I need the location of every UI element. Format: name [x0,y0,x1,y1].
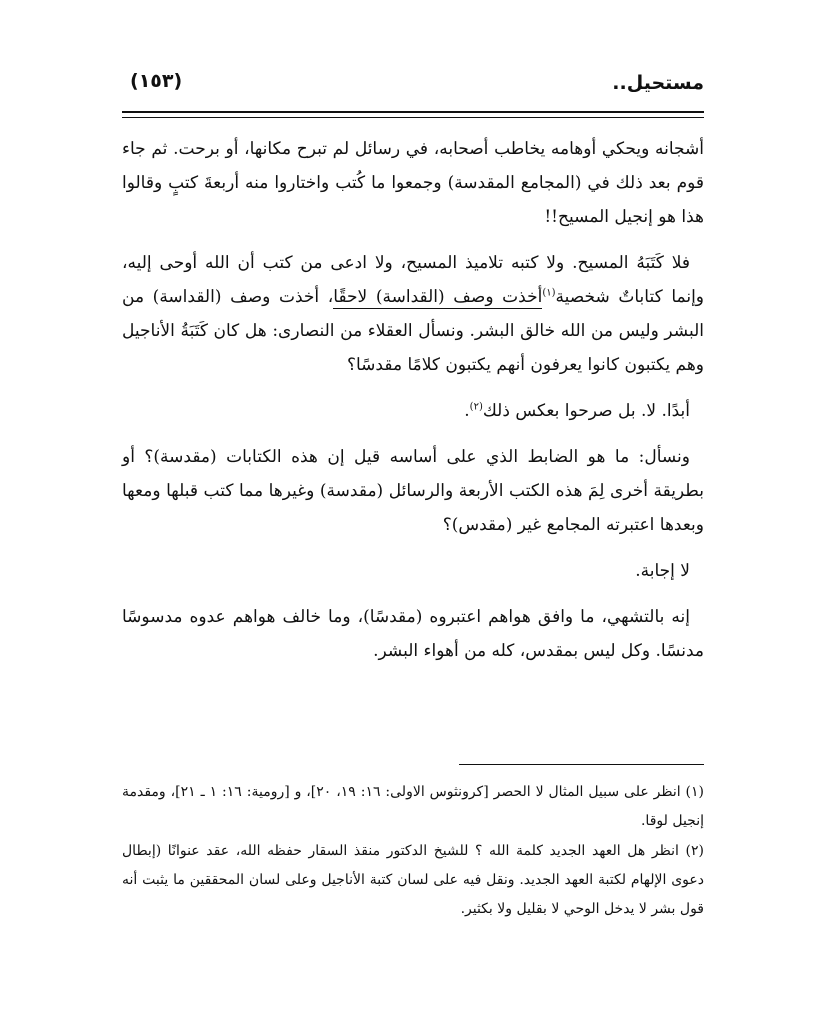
paragraph-2 [122,246,704,382]
paragraph-2-start: فلا كَتَبَهُ المسيح. ولا كتبه تلاميذ المسيح، ولا ادعى من كتب أن الله أوحى إليه، وإنما كتاباتٌ شخصية [122,253,704,307]
paragraph-3 [122,394,704,428]
paragraph-2-end: ، أخذت وصف (القداسة) من البشر وليس من الله خالق البشر. ونسأل العقلاء من النصارى: هل كان كَتَبَةُ الأناجيل وهم يكتبون كانوا يعرفون أنهم يكتبون كلامًا مقدسًا؟ [122,287,704,375]
paragraph-1: أشجانه ويحكي أوهامه يخاطب أصحابه، في رسائل لم تبرح مكانها، أو برحت. ثم جاء قوم بعد ذلك في (المجامع المقدسة) وجمعوا ما كُتب واختاروا منه أربعةَ كتبٍ وقالوا هذا هو إنجيل المسيح!! [122,139,704,227]
footnote-ref-2[interactable]: (٢) [469,401,483,413]
underlined-phrase: أخذت وصف (القداسة) لاحقًا [333,287,543,307]
body-text [122,132,704,680]
footnote-ref-1[interactable]: (١) [542,287,556,299]
paragraph-3-text: أبدًا. لا. بل صرحوا بعكس ذلك [482,401,690,421]
running-header [122,66,704,106]
paragraph-3-end: . [464,401,470,421]
chapter-title: مستحيل.. [612,72,704,94]
header-rule-thick [122,111,704,113]
footnotes [122,778,704,925]
paragraph-4: ونسأل: ما هو الضابط الذي على أساسه قيل إن هذه الكتابات (مقدسة)؟ أو بطريقة أخرى لِمَ هذه الكتب الأربعة والرسائل (مقدسة) وغيرها مما كتب قبلها ومعها وبعدها اعتبرته المجامع غير (مقدس)؟ [122,447,704,535]
footnote-2: (٢) انظر هل العهد الجديد كلمة الله ؟ للشيخ الدكتور منقذ السقار حفظه الله، عقد عنوانًا (إبطال دعوى الإلهام لكتبة العهد الجديد. ونقل فيه على لسان كتبة الأناجيل وعلى لسان المحققين ما يثبت أنه قول بشر لا يدخل الوحي لا بقليل ولا بكثير. [122,843,704,917]
paragraph-5: لا إجابة. [635,561,690,581]
page-number: (١٥٣) [130,70,183,92]
paragraph-6: إنه بالتشهي، ما وافق هواهم اعتبروه (مقدسًا)، وما خالف هواهم عدوه مدسوسًا مدنسًا. وكل ليس بمقدس، كله من أهواء البشر. [122,607,704,661]
header-rule-thin [122,117,704,118]
footnote-1: (١) انظر على سبيل المثال لا الحصر [كرونثوس الاولى: ١٦: ١٩، ٢٠]، و [رومية: ١٦: ١ ـ ٢١]، ومقدمة إنجيل لوقا. [122,784,704,829]
footnote-separator [459,764,704,765]
